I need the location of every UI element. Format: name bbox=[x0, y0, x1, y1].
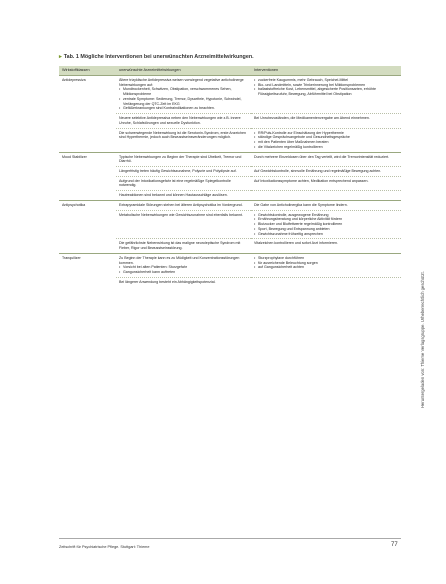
table-row bbox=[59, 210, 401, 239]
list-item: • ballaststoffreiche Kost, Lebensmittel, abgesicherte Positionsarten, erhöhte Flüssigkeitszufuhr, Bewegung, Abführmittel bei Obstipation bbox=[258, 87, 398, 96]
cell-uaw-text: Neuere selektive Antidepressiva neben den Nebenwirkungen wie z.B. innere Unruhe, Schlafstörungen und sexuelle Dysfunktion. bbox=[119, 116, 241, 125]
cell-uaw-text: Hautreaktionen sind bekannt und können Hautausschläge auslösen. bbox=[119, 193, 228, 198]
cell-uaw-text: Aufgrund der Intoxikationsgefahr ist eine regelmäßige Spiegelkontrolle notwendig. bbox=[119, 178, 231, 188]
cell-uaw bbox=[116, 253, 251, 277]
table-header-row bbox=[59, 66, 401, 76]
table-row bbox=[59, 277, 401, 286]
table-row bbox=[59, 239, 401, 253]
list-item: • auf Gangunsicherheit achten bbox=[258, 265, 398, 270]
list-item: • Gewichtskontrolle, ausgewogene Ernährung bbox=[258, 213, 398, 218]
cell-wirkstoffklasse: Antipsychotika bbox=[59, 200, 116, 210]
cell-uaw-text: Metabolische Nebenwirkungen wie Gewichtszunahme sind ebenfalls bekannt. bbox=[119, 212, 243, 217]
cell-intervention-bullet-list bbox=[254, 78, 398, 97]
cell-uaw-text: Ältere trizyklische Antidepressiva weisen vorwiegend vegetative anticholinerge Nebenwirkungen auf: bbox=[119, 78, 244, 87]
cell-uaw-text: Bei längerer Anwendung besteht ein Abhängigkeitspotenzial. bbox=[119, 279, 216, 284]
table-row bbox=[59, 200, 401, 210]
list-item: • Gewichtszunahme frühzeitig ansprechen bbox=[258, 232, 398, 237]
cell-intervention bbox=[251, 253, 401, 277]
table-body bbox=[59, 76, 401, 287]
cell-uaw-bullet-list bbox=[119, 87, 248, 111]
cell-uaw bbox=[116, 76, 251, 114]
cell-uaw bbox=[116, 239, 251, 253]
cell-intervention-text: Die Gabe von Anticholinergika kann die Symptome lindern. bbox=[254, 202, 348, 207]
list-item: • die Vitalzeichen regelmäßig kontrollieren bbox=[258, 145, 398, 150]
cell-intervention bbox=[251, 128, 401, 152]
side-download-note: Heruntergeladen von: Thieme Verlagsgruppe. Urheberrechtlich geschützt. bbox=[420, 271, 425, 409]
cell-intervention bbox=[251, 200, 401, 210]
cell-intervention-text: Auf Intoxikationssymptome achten, Medikation entsprechend anpassen. bbox=[254, 178, 369, 183]
list-item: • Gefäßerkrankungen sind Kontraindikationen zu beachten. bbox=[123, 106, 248, 111]
header-uaw: unerwünschte Arzneimittelwirkungen bbox=[116, 66, 251, 76]
cell-intervention bbox=[251, 76, 401, 114]
cell-intervention-text: Durch mehrere Einzeldosen über den Tag verteilt, wird die Tremorintensität reduziert. bbox=[254, 154, 390, 159]
cell-uaw bbox=[116, 128, 251, 152]
list-item: • Gangunsicherheit kann auftreten bbox=[123, 270, 248, 275]
list-item: • Bio- und Landmitteln, sowie Trinkerinnerung bei Miktionsproblemen bbox=[258, 83, 398, 88]
list-item: • Ernährungsberatung und körperliche Aktivität fördern bbox=[258, 217, 398, 222]
cell-intervention-bullet-list bbox=[254, 256, 398, 270]
cell-uaw-text: Die schwerwiegende Nebenwirkung ist die Serotonin-Syndrom, erste Anzeichen sind Hyperthermie, jedoch auch Bewusstseinsveränderungen möglich. bbox=[119, 130, 247, 140]
cell-uaw-text: Extrapyramidale Störungen stehen bei älteren Antipsychotika im Vordergrund. bbox=[119, 202, 243, 207]
list-item: • für ausreichende Beleuchtung sorgen bbox=[258, 261, 398, 266]
cell-wirkstoffklasse bbox=[59, 176, 116, 190]
cell-intervention bbox=[251, 176, 401, 190]
table-row bbox=[59, 128, 401, 152]
cell-intervention-bullet-list bbox=[254, 131, 398, 150]
cell-intervention-bullet-list bbox=[254, 213, 398, 237]
list-item: • ständige Gesprächsangebote und Gesundheitsgespräche bbox=[258, 135, 398, 140]
cell-intervention bbox=[251, 114, 401, 128]
cell-uaw bbox=[116, 167, 251, 177]
interventions-table bbox=[59, 66, 401, 287]
table-row bbox=[59, 152, 401, 166]
list-item: • Sport, Bewegung und Entspannung anbieten bbox=[258, 227, 398, 232]
cell-wirkstoffklasse: Tranquilizer bbox=[59, 253, 116, 277]
page-number: 77 bbox=[391, 542, 398, 548]
table-row bbox=[59, 253, 401, 277]
cell-wirkstoffklasse: Mood Stabilizer bbox=[59, 152, 116, 166]
cell-wirkstoffklasse bbox=[59, 114, 116, 128]
list-item: • Sturzprophylaxe durchführen bbox=[258, 256, 398, 261]
list-item: • Vorsicht bei alten Patienten: Sturzgefahr bbox=[123, 265, 248, 270]
cell-wirkstoffklasse bbox=[59, 210, 116, 239]
cell-intervention bbox=[251, 210, 401, 239]
cell-intervention-text: Auf Gewichtskontrolle, sinnvolle Ernährung und regelmäßige Bewegung achten. bbox=[254, 169, 382, 174]
table-title-text: Tab. 1 Mögliche Interventionen bei unerwünschten Arzneimittelwirkungen. bbox=[63, 54, 254, 60]
cell-uaw-text: Längerfristig treten häufig Gewichtszunahme, Polyurie und Polydipsie auf. bbox=[119, 169, 237, 174]
cell-wirkstoffklasse bbox=[59, 167, 116, 177]
table-title bbox=[59, 54, 399, 60]
table-row bbox=[59, 76, 401, 114]
table-row bbox=[59, 167, 401, 177]
table-row bbox=[59, 176, 401, 190]
list-item: • Mundtrockenheit, Schwitzen, Obstipation, verschwommenes Sehen, Miktionsprobleme bbox=[123, 87, 248, 96]
footer-divider bbox=[59, 538, 401, 539]
cell-uaw-text: Zu Beginn der Therapie kann es zu Müdigkeit und Konzentrationsstörungen kommen. bbox=[119, 255, 240, 265]
list-item: • Blutzucker und Blutfettwerte regelmäßig kontrollieren bbox=[258, 222, 398, 227]
footer-citation: Zeitschrift für Psychiatrische Pflege. Stuttgart: Thieme bbox=[59, 545, 150, 549]
cell-intervention bbox=[251, 277, 401, 286]
cell-uaw bbox=[116, 114, 251, 128]
cell-wirkstoffklasse bbox=[59, 239, 116, 253]
cell-uaw bbox=[116, 210, 251, 239]
cell-intervention bbox=[251, 152, 401, 166]
cell-uaw bbox=[116, 200, 251, 210]
cell-uaw-text: Die gefährlichste Nebenwirkung ist das maligne neuroleptische Syndrom mit Fieber, Rigor und Bewusstseinsstörung. bbox=[119, 241, 241, 251]
cell-wirkstoffklasse bbox=[59, 277, 116, 286]
cell-intervention-text: Vitalzeichen kontrollieren und sofort Arzt informieren. bbox=[254, 241, 339, 246]
list-item: • zentrale Symptome: Sedierung, Tremor, Dysarthrie, Hypotonie, Schwindel, Verlängerung der QTC-Zeit im EKG bbox=[123, 97, 248, 106]
cell-wirkstoffklasse: Antidepressiva bbox=[59, 76, 116, 114]
cell-uaw bbox=[116, 191, 251, 201]
header-interventionen: Interventionen bbox=[251, 66, 401, 76]
cell-intervention-text: Bei Unruhezuständen, die Medikamentenvergabe am Abend einnehmen. bbox=[254, 116, 370, 121]
cell-uaw-bullet-list bbox=[119, 265, 248, 274]
cell-uaw-text: Typische Nebenwirkungen zu Beginn der Therapie sind Übelkeit, Tremor und Diarrhö. bbox=[119, 154, 242, 164]
cell-intervention bbox=[251, 191, 401, 201]
cell-uaw bbox=[116, 176, 251, 190]
header-wirkstoffklassen: Wirkstoffklassen bbox=[59, 66, 116, 76]
list-item: • mit den Patienten über Maßnahmen beraten bbox=[258, 140, 398, 145]
cell-wirkstoffklasse bbox=[59, 128, 116, 152]
cell-intervention bbox=[251, 167, 401, 177]
table-row bbox=[59, 191, 401, 201]
list-item: • zuckerfreie Kaugummis, mehr Gebrauch, Speichel-Mittel bbox=[258, 78, 398, 83]
list-item: • RR/Puls-Kontrolle zur Einschätzung der Hyperthermie bbox=[258, 131, 398, 136]
cell-uaw bbox=[116, 277, 251, 286]
cell-wirkstoffklasse bbox=[59, 191, 116, 201]
table-row bbox=[59, 114, 401, 128]
cell-uaw bbox=[116, 152, 251, 166]
arrow-icon: ▸ bbox=[59, 54, 62, 60]
cell-intervention bbox=[251, 239, 401, 253]
